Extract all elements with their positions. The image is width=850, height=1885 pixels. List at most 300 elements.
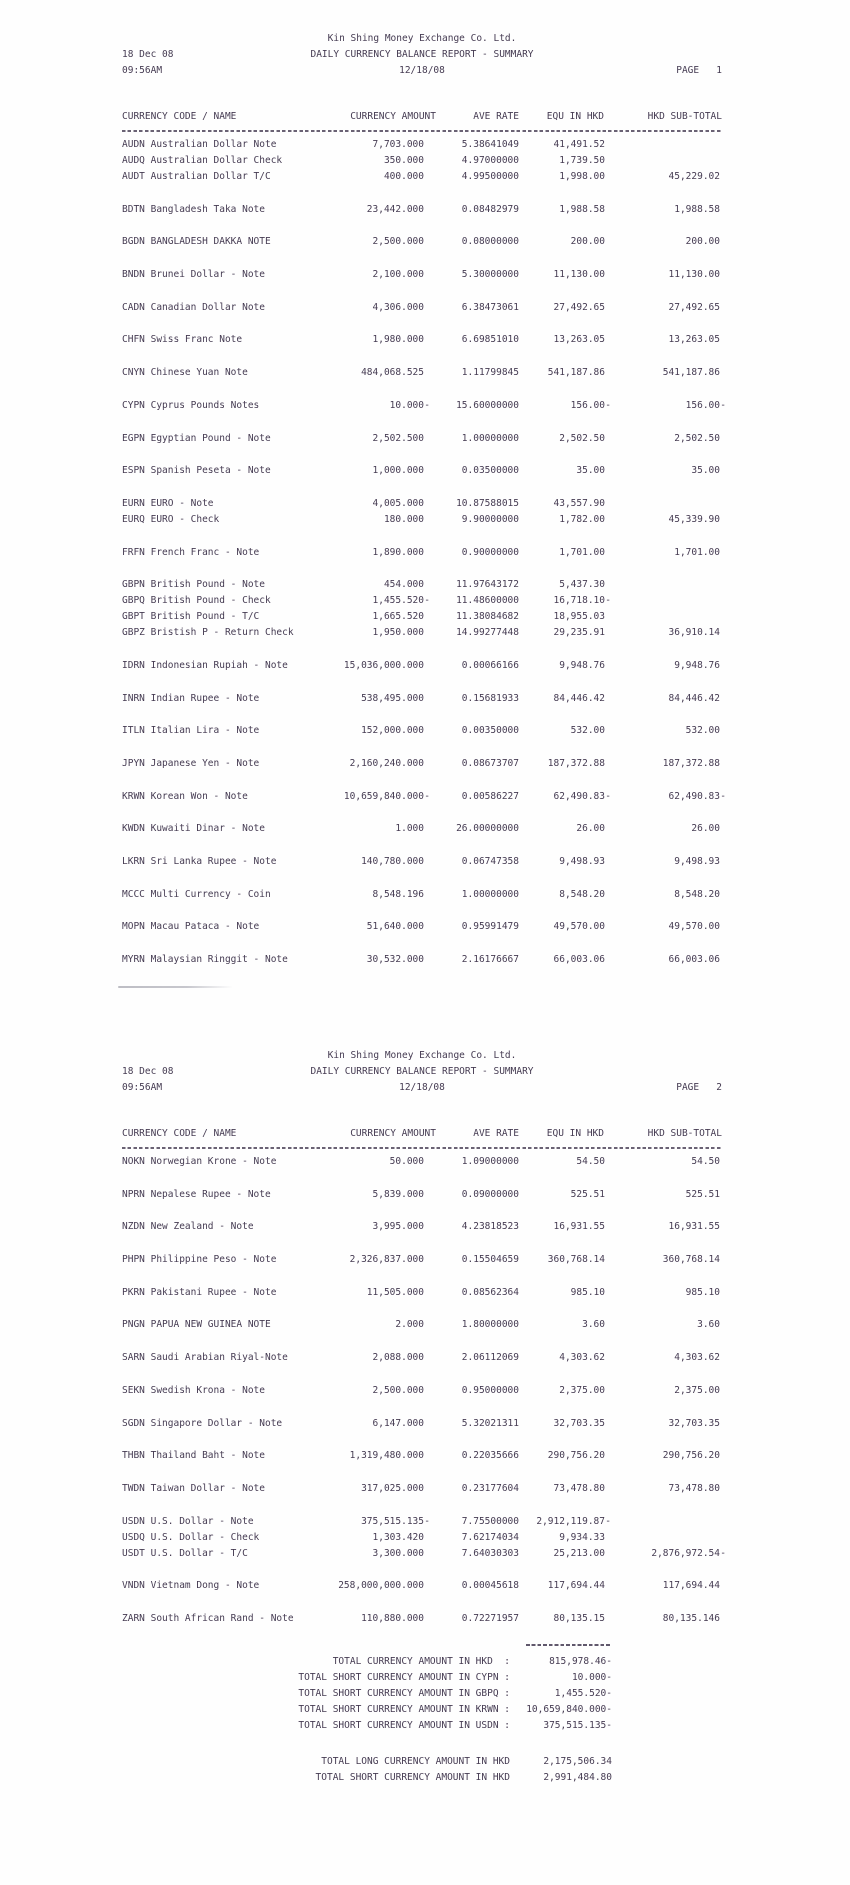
currency-group — [122, 1578, 850, 1594]
currency-amount-cell: 1,665.520 — [372, 611, 424, 623]
currency-code-name-cell: GBPN British Pound - Note — [122, 579, 265, 591]
table-row — [122, 1219, 850, 1235]
currency-group — [122, 1285, 850, 1301]
total-value: 2,175,506.34 — [543, 1755, 612, 1767]
table-row — [122, 1481, 850, 1497]
currency-rows-page-2 — [0, 1154, 850, 1627]
equ-in-hkd-cell: 200.00 — [570, 236, 605, 248]
total-label: TOTAL SHORT CURRENCY AMOUNT IN GBPQ : — [298, 1687, 510, 1699]
equ-in-hkd-cell: 8,548.20 — [559, 888, 605, 900]
currency-code-name-cell: MOPN Macau Pataca - Note — [122, 921, 260, 933]
equ-in-hkd-cell: 1,988.58 — [559, 203, 605, 215]
table-row — [122, 593, 850, 609]
currency-code-name-cell: IDRN Indonesian Rupiah - Note — [122, 659, 288, 671]
total-value: 2,991,484.80 — [543, 1771, 612, 1783]
table-row — [122, 1350, 850, 1366]
equ-in-hkd-cell: 54.50 — [576, 1156, 605, 1167]
currency-group — [122, 1514, 850, 1562]
total-value: 815,978.46- — [549, 1655, 612, 1667]
hkd-subtotal-cell: 2,876,972.54 - — [605, 1546, 720, 1562]
column-header-equ-in-hkd: EQU IN HKD — [546, 111, 604, 122]
total-value: 10.000- — [571, 1671, 612, 1683]
currency-group — [122, 1416, 850, 1432]
currency-amount-cell: 50.000 — [389, 1156, 424, 1167]
hkd-subtotal-cell: 9,498.93 — [674, 856, 720, 868]
ave-rate-cell: 0.72271957 — [461, 1612, 519, 1624]
total-line — [122, 1718, 850, 1734]
hkd-subtotal-cell: 35.00 — [691, 465, 720, 477]
currency-amount-cell: 538,495.000 — [361, 692, 424, 704]
currency-code-name-cell: MCCC Multi Currency - Coin — [122, 888, 271, 900]
column-header-hkd-sub-total: HKD SUB-TOTAL — [647, 1128, 722, 1139]
page-number: PAGE 1 — [676, 65, 722, 76]
table-row — [122, 691, 850, 707]
currency-code-name-cell: CYPN Cyprus Pounds Notes — [122, 399, 260, 411]
negative-sign: - — [605, 399, 611, 411]
currency-group — [122, 1383, 850, 1399]
ave-rate-cell: 0.00350000 — [461, 725, 519, 737]
currency-group — [122, 1154, 850, 1170]
hkd-subtotal-cell: 985.10 — [685, 1286, 720, 1298]
table-row — [122, 332, 850, 348]
ave-rate-cell: 2.06112069 — [461, 1352, 519, 1364]
table-row — [122, 153, 850, 169]
table-row — [122, 1317, 850, 1333]
ave-rate-cell: 0.90000000 — [461, 546, 519, 558]
table-row — [122, 952, 850, 968]
currency-code-name-cell: SGDN Singapore Dollar - Note — [122, 1417, 283, 1429]
hkd-subtotal-cell — [605, 577, 720, 593]
report-date: 18 Dec 08 — [122, 49, 174, 60]
currency-code-name-cell: KRWN Korean Won - Note — [122, 790, 248, 802]
ave-rate-cell: 26.00000000 — [456, 823, 519, 835]
hkd-subtotal-cell: 54.50 — [691, 1156, 720, 1167]
hkd-subtotal-cell: 9,948.76 — [674, 659, 720, 671]
table-row — [122, 1578, 850, 1594]
currency-code-name-cell: PKRN Pakistani Rupee - Note — [122, 1286, 277, 1298]
currency-code-name-cell: USDQ U.S. Dollar - Check — [122, 1531, 260, 1543]
currency-amount-cell: 7,703.000 — [372, 139, 424, 150]
currency-group — [122, 365, 850, 381]
currency-amount-cell: 4,005.000 — [372, 497, 424, 509]
currency-amount-cell: 110,880.000 — [361, 1612, 424, 1624]
table-row — [122, 1546, 850, 1562]
ave-rate-cell: 0.00586227 — [461, 790, 519, 802]
currency-group — [122, 300, 850, 316]
equ-in-hkd-cell: 43,557.90 — [553, 497, 605, 509]
currency-code-name-cell: ZARN South African Rand - Note — [122, 1612, 294, 1624]
ave-rate-cell: 4.97000000 — [461, 155, 519, 166]
currency-group — [122, 234, 850, 250]
hkd-subtotal-cell: 187,372.88 — [662, 758, 720, 769]
hkd-subtotal-cell: 16,931.55 — [668, 1221, 720, 1233]
table-row — [122, 1187, 850, 1203]
table-row — [122, 1514, 850, 1530]
report-title: DAILY CURRENCY BALANCE REPORT - SUMMARY — [310, 49, 534, 60]
hkd-subtotal-cell: 36,910.14 — [668, 627, 720, 639]
currency-amount-cell: 2,088.000 — [372, 1352, 424, 1364]
ave-rate-cell: 5.30000000 — [461, 269, 519, 281]
company-name: Kin Shing Money Exchange Co. Ltd. — [327, 33, 517, 44]
currency-amount-cell: 1.000 — [395, 823, 424, 835]
hkd-subtotal-cell: 3.60 — [697, 1319, 720, 1331]
ave-rate-cell: 7.75500000 — [461, 1515, 519, 1527]
equ-in-hkd-cell: 156.00 - — [519, 398, 605, 414]
equ-in-hkd-cell: 16,931.55 — [553, 1221, 605, 1233]
currency-amount-cell: 400.000 — [383, 171, 424, 182]
currency-group — [122, 332, 850, 348]
currency-code-name-cell: SEKN Swedish Krona - Note — [122, 1384, 265, 1396]
currency-amount-cell: 2,100.000 — [372, 269, 424, 281]
hkd-subtotal-cell: 2,375.00 — [674, 1384, 720, 1396]
currency-amount-cell: 1,303.420 — [372, 1531, 424, 1543]
negative-sign: - — [720, 1547, 726, 1559]
total-line — [122, 1686, 850, 1702]
page-number: PAGE 2 — [676, 1082, 722, 1093]
hkd-subtotal-cell: 45,339.90 — [668, 513, 720, 525]
ave-rate-cell: 15.60000000 — [456, 399, 519, 411]
currency-group — [122, 1252, 850, 1268]
totals-lines — [122, 1654, 850, 1734]
currency-amount-cell: 15,036,000.000 — [343, 659, 424, 671]
ave-rate-cell: 10.87588015 — [456, 497, 519, 509]
table-row — [122, 1154, 850, 1170]
column-header-row — [0, 109, 850, 125]
negative-sign: - — [605, 790, 611, 802]
ave-rate-cell: 1.00000000 — [461, 432, 519, 444]
table-row — [122, 365, 850, 381]
hkd-subtotal-cell: 73,478.80 — [668, 1482, 720, 1494]
report-title: DAILY CURRENCY BALANCE REPORT - SUMMARY — [310, 1066, 534, 1077]
table-row — [122, 1383, 850, 1399]
table-row — [122, 545, 850, 561]
company-name: Kin Shing Money Exchange Co. Ltd. — [327, 1050, 517, 1061]
equ-in-hkd-cell: 80,135.15 — [553, 1612, 605, 1624]
table-row — [122, 1285, 850, 1301]
table-row — [122, 1530, 850, 1546]
currency-group — [122, 887, 850, 903]
currency-code-name-cell: ITLN Italian Lira - Note — [122, 725, 260, 737]
currency-group — [122, 919, 850, 935]
table-row — [122, 202, 850, 218]
currency-amount-cell: 2,500.000 — [372, 1384, 424, 1396]
currency-amount-cell: 6,147.000 — [372, 1417, 424, 1429]
ave-rate-cell: 0.00066166 — [461, 659, 519, 671]
table-row — [122, 169, 850, 185]
negative-sign: - — [424, 790, 430, 802]
equ-in-hkd-cell: 32,703.35 — [553, 1417, 605, 1429]
hkd-subtotal-cell: 525.51 — [685, 1188, 720, 1200]
currency-amount-cell: 1,000.000 — [372, 465, 424, 477]
currency-amount-cell: 350.000 — [383, 155, 424, 166]
currency-group — [122, 952, 850, 968]
equ-in-hkd-cell: 985.10 — [570, 1286, 605, 1298]
column-header-ave-rate: AVE RATE — [473, 111, 519, 122]
currency-amount-cell: 5,839.000 — [372, 1188, 424, 1200]
report-time: 09:56AM — [122, 65, 163, 76]
equ-in-hkd-cell: 117,694.44 — [547, 1580, 605, 1592]
total-value: 1,455.520- — [554, 1687, 612, 1699]
hkd-subtotal-cell: 360,768.14 — [662, 1254, 720, 1266]
currency-code-name-cell: CNYN Chinese Yuan Note — [122, 367, 248, 379]
currency-code-name-cell: CADN Canadian Dollar Note — [122, 301, 265, 313]
table-row — [122, 577, 850, 593]
hkd-subtotal-cell: 27,492.65 — [668, 301, 720, 313]
equ-in-hkd-cell: 360,768.14 — [547, 1254, 605, 1266]
currency-amount-cell: 1,950.000 — [372, 627, 424, 639]
currency-code-name-cell: CHFN Swiss Franc Note — [122, 334, 243, 346]
column-header-hkd-sub-total: HKD SUB-TOTAL — [647, 111, 722, 122]
negative-sign: - — [605, 1515, 611, 1527]
hkd-subtotal-cell: 532.00 — [685, 725, 720, 737]
ave-rate-cell: 0.03500000 — [461, 465, 519, 477]
ave-rate-cell: 9.90000000 — [461, 513, 519, 525]
hkd-subtotal-cell: 11,130.00 — [668, 269, 720, 281]
currency-code-name-cell: INRN Indian Rupee - Note — [122, 692, 260, 704]
ave-rate-cell: 0.15504659 — [461, 1254, 519, 1266]
currency-code-name-cell: NPRN Nepalese Rupee - Note — [122, 1188, 271, 1200]
ave-rate-cell: 6.69851010 — [461, 334, 519, 346]
hkd-subtotal-cell — [605, 593, 720, 609]
currency-code-name-cell: LKRN Sri Lanka Rupee - Note — [122, 856, 277, 868]
equ-in-hkd-cell: 16,718.10 - — [519, 593, 605, 609]
equ-in-hkd-cell: 9,948.76 — [559, 659, 605, 671]
total-label: TOTAL SHORT CURRENCY AMOUNT IN KRWN : — [298, 1703, 510, 1715]
equ-in-hkd-cell: 11,130.00 — [553, 269, 605, 281]
totals-summary-lines — [122, 1754, 850, 1786]
equ-in-hkd-cell: 41,491.52 — [553, 139, 605, 150]
currency-code-name-cell: PHPN Philippine Peso - Note — [122, 1254, 277, 1266]
currency-group — [122, 545, 850, 561]
currency-code-name-cell: VNDN Vietnam Dong - Note — [122, 1580, 260, 1592]
total-label: TOTAL SHORT CURRENCY AMOUNT IN USDN : — [298, 1719, 510, 1731]
equ-in-hkd-cell: 525.51 — [570, 1188, 605, 1200]
table-row — [122, 137, 850, 153]
ave-rate-cell: 1.11799845 — [461, 367, 519, 379]
table-row — [122, 756, 850, 772]
equ-in-hkd-cell: 35.00 — [576, 465, 605, 477]
total-line — [122, 1770, 850, 1786]
equ-in-hkd-cell: 4,303.62 — [559, 1352, 605, 1364]
currency-group — [122, 821, 850, 837]
hkd-subtotal-cell: 117,694.44 — [662, 1580, 720, 1592]
currency-amount-cell: 484,068.525 — [361, 367, 424, 379]
hkd-subtotal-cell: 156.00 - — [605, 398, 720, 414]
equ-in-hkd-cell: 541,187.86 — [547, 367, 605, 379]
currency-group — [122, 1611, 850, 1627]
hkd-subtotal-cell: 26.00 — [691, 823, 720, 835]
currency-group — [122, 137, 850, 185]
ave-rate-cell: 0.08000000 — [461, 236, 519, 248]
report-page-2 — [0, 1009, 850, 1786]
currency-code-name-cell: PNGN PAPUA NEW GUINEA NOTE — [122, 1319, 271, 1331]
currency-code-name-cell: GBPT British Pound - T/C — [122, 611, 260, 623]
equ-in-hkd-cell: 1,701.00 — [559, 546, 605, 558]
currency-amount-cell: 8,548.196 — [372, 888, 424, 900]
equ-in-hkd-cell: 5,437.30 — [559, 579, 605, 591]
table-row — [122, 658, 850, 674]
ave-rate-cell: 0.08562364 — [461, 1286, 519, 1298]
ave-rate-cell: 1.80000000 — [461, 1319, 519, 1331]
currency-code-name-cell: MYRN Malaysian Ringgit - Note — [122, 954, 288, 966]
negative-sign: - — [605, 595, 611, 607]
totals-separator-line — [526, 1644, 612, 1646]
hkd-subtotal-cell — [605, 496, 720, 512]
separator-line — [122, 1147, 722, 1149]
currency-amount-cell: 51,640.000 — [366, 921, 424, 933]
equ-in-hkd-cell: 2,912,119.87 - — [519, 1514, 605, 1530]
ave-rate-cell: 0.23177604 — [461, 1482, 519, 1494]
currency-group — [122, 398, 850, 414]
hkd-subtotal-cell: 80,135.146 — [662, 1612, 720, 1624]
negative-sign: - — [424, 399, 430, 411]
table-row — [122, 267, 850, 283]
hkd-subtotal-cell: 66,003.06 — [668, 954, 720, 966]
negative-sign: - — [424, 1515, 430, 1527]
report-value-date: 12/18/08 — [399, 1082, 445, 1093]
separator-line — [122, 130, 722, 132]
negative-sign: - — [720, 790, 726, 802]
hkd-subtotal-cell — [605, 1514, 720, 1530]
currency-amount-cell: 2,160,240.000 — [349, 758, 424, 769]
ave-rate-cell: 11.48600000 — [456, 595, 519, 607]
currency-code-name-cell: GBPQ British Pound - Check — [122, 595, 271, 607]
hkd-subtotal-cell: 84,446.42 — [668, 692, 720, 704]
currency-code-name-cell: EURN EURO - Note — [122, 497, 214, 509]
currency-group — [122, 658, 850, 674]
currency-code-name-cell: FRFN French Franc - Note — [122, 546, 260, 558]
equ-in-hkd-cell: 1,739.50 — [559, 155, 605, 166]
ave-rate-cell: 2.16176667 — [461, 954, 519, 966]
ave-rate-cell: 0.08482979 — [461, 203, 519, 215]
ave-rate-cell: 1.09000000 — [461, 1156, 519, 1167]
ave-rate-cell: 0.09000000 — [461, 1188, 519, 1200]
currency-amount-cell: 3,995.000 — [372, 1221, 424, 1233]
currency-code-name-cell: AUDN Australian Dollar Note — [122, 139, 277, 150]
table-row — [122, 723, 850, 739]
table-row — [122, 821, 850, 837]
total-label: TOTAL LONG CURRENCY AMOUNT IN HKD — [321, 1755, 510, 1767]
currency-code-name-cell: GBPZ Bristish P - Return Check — [122, 627, 294, 639]
equ-in-hkd-cell: 2,502.50 — [559, 432, 605, 444]
total-line — [122, 1754, 850, 1770]
equ-in-hkd-cell: 29,235.91 — [553, 627, 605, 639]
currency-amount-cell: 2.000 — [395, 1319, 424, 1331]
currency-group — [122, 431, 850, 447]
currency-group — [122, 1219, 850, 1235]
currency-amount-cell: 2,502.500 — [372, 432, 424, 444]
currency-amount-cell: 23,442.000 — [366, 203, 424, 215]
hkd-subtotal-cell: 290,756.20 — [662, 1450, 720, 1462]
currency-rows-page-1 — [0, 137, 850, 968]
table-row — [122, 512, 850, 528]
table-row — [122, 919, 850, 935]
currency-group — [122, 1481, 850, 1497]
equ-in-hkd-cell: 2,375.00 — [559, 1384, 605, 1396]
table-row — [122, 1252, 850, 1268]
equ-in-hkd-cell: 1,782.00 — [559, 513, 605, 525]
currency-code-name-cell: NOKN Norwegian Krone - Note — [122, 1156, 277, 1167]
currency-code-name-cell: BDTN Bangladesh Taka Note — [122, 203, 265, 215]
currency-code-name-cell: EURQ EURO - Check — [122, 513, 220, 525]
ave-rate-cell: 0.22035666 — [461, 1450, 519, 1462]
currency-amount-cell: 1,319,480.000 — [349, 1450, 424, 1462]
ave-rate-cell: 7.62174034 — [461, 1531, 519, 1543]
column-header-ave-rate: AVE RATE — [473, 1128, 519, 1139]
currency-group — [122, 854, 850, 870]
ave-rate-cell: 7.64030303 — [461, 1547, 519, 1559]
total-label: TOTAL SHORT CURRENCY AMOUNT IN HKD — [315, 1771, 510, 1783]
ave-rate-cell: 1.00000000 — [461, 888, 519, 900]
hkd-subtotal-cell: 13,263.05 — [668, 334, 720, 346]
currency-group — [122, 463, 850, 479]
equ-in-hkd-cell: 532.00 — [570, 725, 605, 737]
ave-rate-cell: 0.00045618 — [461, 1580, 519, 1592]
ave-rate-cell: 14.99277448 — [456, 627, 519, 639]
currency-group — [122, 1187, 850, 1203]
report-date: 18 Dec 08 — [122, 1066, 174, 1077]
currency-amount-cell: 1,455.520 - — [318, 593, 424, 609]
currency-code-name-cell: EGPN Egyptian Pound - Note — [122, 432, 271, 444]
equ-in-hkd-cell: 18,955.03 — [553, 611, 605, 623]
currency-amount-cell: 11,505.000 — [366, 1286, 424, 1298]
table-row — [122, 431, 850, 447]
currency-group — [122, 756, 850, 772]
column-header-row — [0, 1126, 850, 1142]
table-row — [122, 789, 850, 805]
currency-amount-cell: 140,780.000 — [361, 856, 424, 868]
total-label: TOTAL CURRENCY AMOUNT IN HKD : — [332, 1655, 510, 1667]
ave-rate-cell: 4.23818523 — [461, 1221, 519, 1233]
table-row — [122, 625, 850, 641]
equ-in-hkd-cell: 290,756.20 — [547, 1450, 605, 1462]
currency-code-name-cell: SARN Saudi Arabian Riyal-Note — [122, 1352, 288, 1364]
equ-in-hkd-cell: 49,570.00 — [553, 921, 605, 933]
column-header-currency-code-name: CURRENCY CODE / NAME — [122, 111, 237, 122]
currency-group — [122, 496, 850, 528]
negative-sign: - — [424, 595, 430, 607]
total-value: 375,515.135- — [543, 1719, 612, 1731]
currency-group — [122, 1317, 850, 1333]
currency-group — [122, 723, 850, 739]
currency-amount-cell: 317,025.000 — [361, 1482, 424, 1494]
total-label: TOTAL SHORT CURRENCY AMOUNT IN CYPN : — [298, 1671, 510, 1683]
currency-code-name-cell: AUDQ Australian Dollar Check — [122, 155, 283, 166]
currency-group — [122, 202, 850, 218]
ave-rate-cell: 6.38473061 — [461, 301, 519, 313]
hkd-subtotal-cell: 2,502.50 — [674, 432, 720, 444]
ave-rate-cell: 0.95991479 — [461, 921, 519, 933]
currency-amount-cell: 3,300.000 — [372, 1547, 424, 1559]
equ-in-hkd-cell: 13,263.05 — [553, 334, 605, 346]
table-row — [122, 496, 850, 512]
currency-amount-cell: 10.000 - — [318, 398, 424, 414]
currency-code-name-cell: JPYN Japanese Yen - Note — [122, 758, 260, 769]
ave-rate-cell: 4.99500000 — [461, 171, 519, 182]
currency-group — [122, 1350, 850, 1366]
table-row — [122, 854, 850, 870]
scan-artifact — [118, 986, 233, 988]
report-value-date: 12/18/08 — [399, 65, 445, 76]
table-row — [122, 609, 850, 625]
hkd-subtotal-cell: 541,187.86 — [662, 367, 720, 379]
currency-code-name-cell: TWDN Taiwan Dollar - Note — [122, 1482, 265, 1494]
column-header-equ-in-hkd: EQU IN HKD — [546, 1128, 604, 1139]
ave-rate-cell: 11.38084682 — [456, 611, 519, 623]
currency-amount-cell: 1,890.000 — [372, 546, 424, 558]
hkd-subtotal-cell — [605, 609, 720, 625]
hkd-subtotal-cell: 32,703.35 — [668, 1417, 720, 1429]
